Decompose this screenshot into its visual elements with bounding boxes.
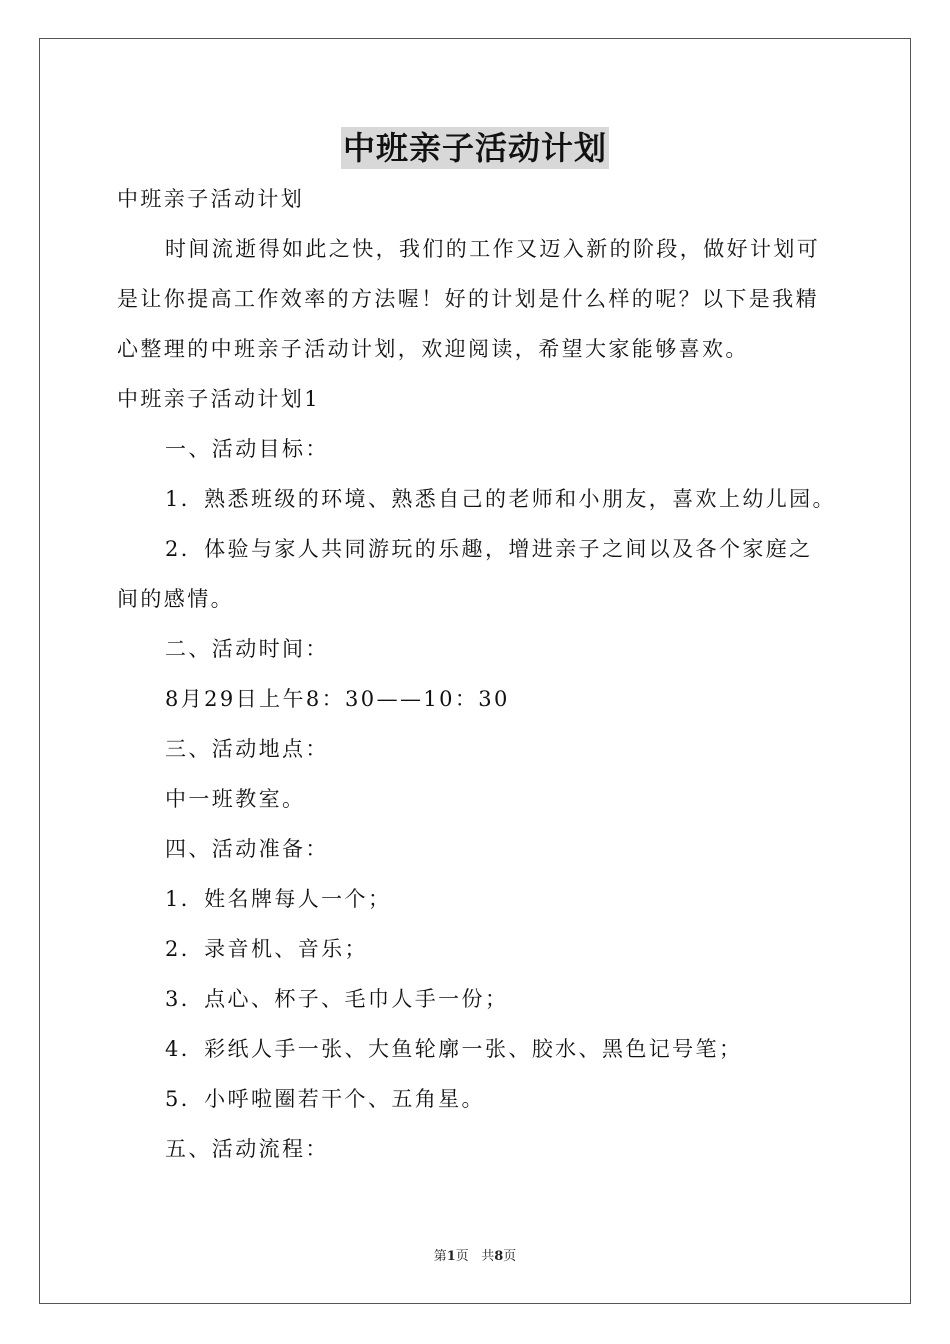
- goal-item-1: 1．熟悉班级的环境、熟悉自己的老师和小朋友，喜欢上幼儿园。: [165, 487, 836, 511]
- goals-heading: 一、活动目标：: [165, 437, 329, 461]
- prep-item: 2．录音机、音乐；: [165, 937, 368, 961]
- page-footer: [0, 1248, 950, 1266]
- goal-item-2-line-2: 间的感情。: [117, 587, 234, 611]
- intro-line-3: 心整理的中班亲子活动计划，欢迎阅读，希望大家能够喜欢。: [117, 337, 749, 361]
- prep-item: 3．点心、杯子、毛巾人手一份；: [165, 987, 509, 1011]
- time-value: 8月29日上午8：30——10：30: [165, 687, 510, 711]
- prep-item: 4．彩纸人手一张、大鱼轮廓一张、胶水、黑色记号笔；: [165, 1037, 743, 1061]
- document-title-text: 中班亲子活动计划: [342, 129, 607, 167]
- intro-line-1: 时间流逝得如此之快，我们的工作又迈入新的阶段，做好计划可: [165, 237, 821, 261]
- place-value: 中一班教室。: [165, 787, 306, 811]
- prep-item: 5．小呼啦圈若干个、五角星。: [165, 1087, 485, 1111]
- footer-total-prefix: 共: [481, 1249, 495, 1264]
- document-body: [117, 174, 837, 1174]
- footer-total-pages: 8: [494, 1249, 504, 1264]
- prep-item: 1．姓名牌每人一个；: [165, 887, 392, 911]
- time-heading: 二、活动时间：: [165, 637, 329, 661]
- footer-prefix: 第: [433, 1249, 447, 1264]
- document-subtitle: 中班亲子活动计划: [117, 187, 305, 211]
- prep-heading: 四、活动准备：: [165, 837, 329, 861]
- footer-current-page: 1: [446, 1249, 456, 1264]
- footer-total-suffix: 页: [503, 1249, 517, 1264]
- footer-page-word: 页: [455, 1249, 469, 1264]
- flow-heading: 五、活动流程：: [165, 1137, 329, 1161]
- section-heading: 中班亲子活动计划1: [117, 387, 320, 411]
- document-title: [0, 127, 950, 169]
- place-heading: 三、活动地点：: [165, 737, 329, 761]
- goal-item-2-line-1: 2．体验与家人共同游玩的乐趣，增进亲子之间以及各个家庭之: [165, 537, 813, 561]
- intro-line-2: 是让你提高工作效率的方法喔！好的计划是什么样的呢？以下是我精: [117, 287, 819, 311]
